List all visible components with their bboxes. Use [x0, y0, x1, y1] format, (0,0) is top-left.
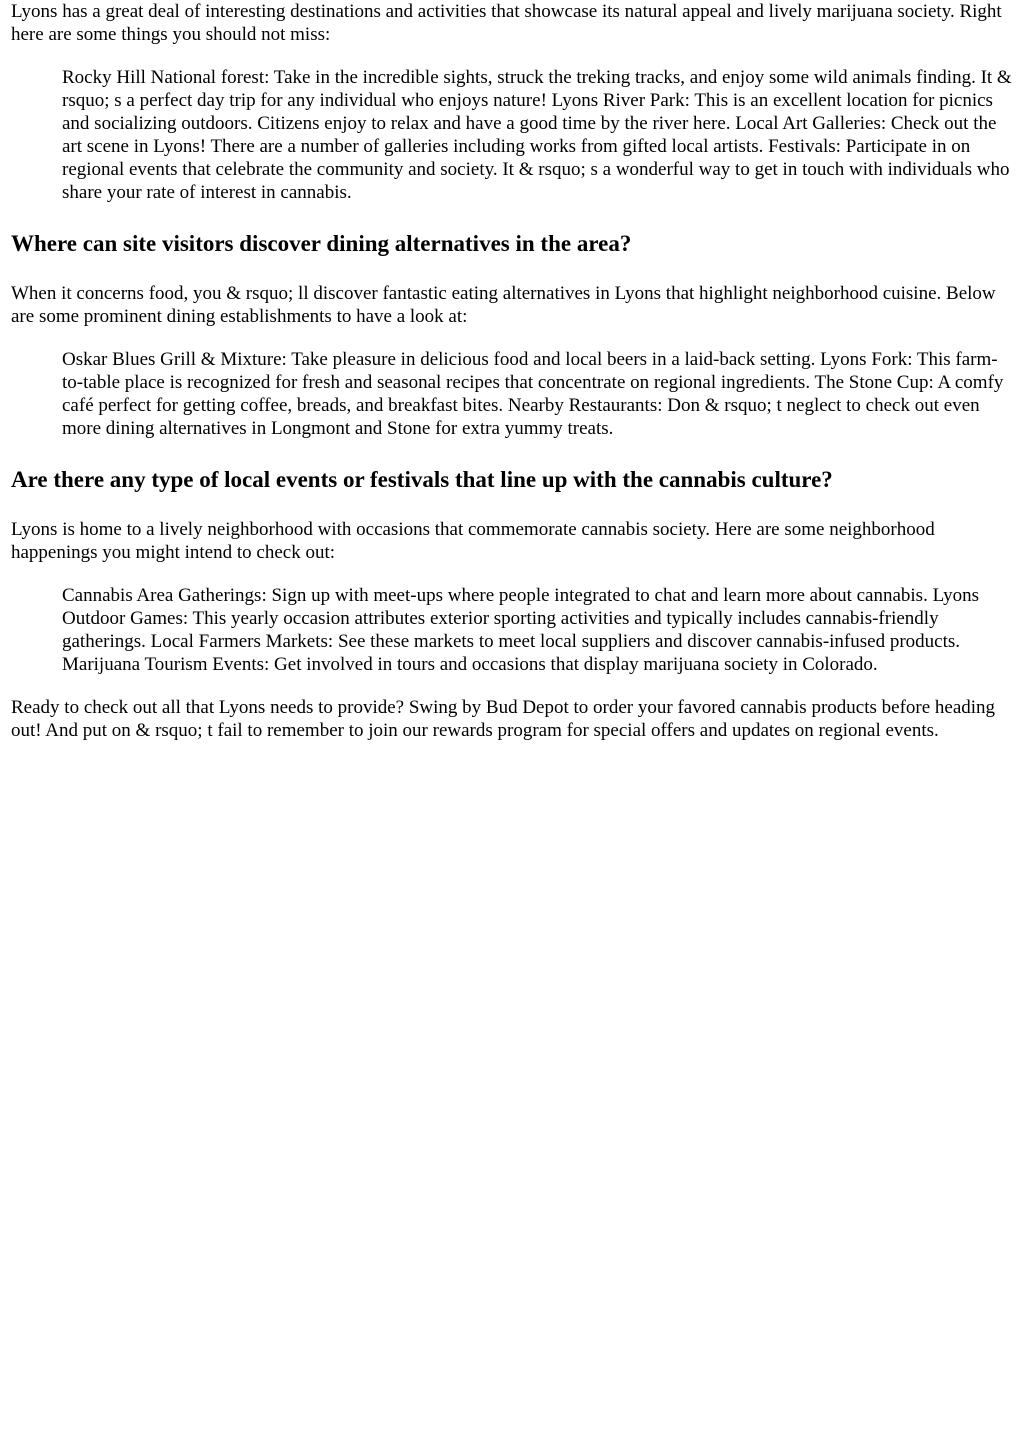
attractions-text: Rocky Hill National forest: Take in the incredible sights, struck the treking tracks, and enjoy some wild animals finding. It & rsquo; s a perfect day trip for any individual who enjoys nature! Lyons River Park: This is an excellent location for picnics and socializing outdoors. Citizens enjoy to relax and have a good time by the river here. Local Art Galleries: Check out the art scene in Lyons! There are a number of galleries including works from gifted local artists. Festivals: Participate in on regional events that celebrate the community and society. It & rsquo; s a wonderful way to get in touch with individuals who share your rate of interest in cannabis.: [62, 67, 1012, 203]
closing-paragraph: Ready to check out all that Lyons needs to provide? Swing by Bud Depot to order your favored cannabis products before heading out! And put on & rsquo; t fail to remember to join our rewards program for special offers and updates on regional events.: [11, 697, 996, 741]
events-blockquote: [62, 584, 1014, 676]
attractions-blockquote: [62, 66, 1014, 204]
events-heading: Are there any type of local events or festivals that line up with the cannabis culture?: [11, 467, 833, 492]
dining-blockquote: [62, 348, 1014, 440]
events-list-text: Cannabis Area Gatherings: Sign up with meet-ups where people integrated to chat and learn more about cannabis. Lyons Outdoor Games: This yearly occasion attributes exterior sporting activities and typically includes cannabis-friendly gatherings. Local Farmers Markets: See these markets to meet local suppliers and discover cannabis-infused products. Marijuana Tourism Events: Get involved in tours and occasions that display marijuana society in Colorado.: [62, 585, 980, 675]
intro-paragraph: Lyons has a great deal of interesting destinations and activities that showcase its natural appeal and lively marijuana society. Right here are some things you should not miss:: [11, 1, 1002, 45]
dining-intro-paragraph: When it concerns food, you & rsquo; ll discover fantastic eating alternatives in Lyons that highlight neighborhood cuisine. Below are some prominent dining establishments to have a look at:: [11, 283, 996, 327]
dining-heading: Where can site visitors discover dining alternatives in the area?: [11, 231, 632, 256]
events-intro-paragraph: Lyons is home to a lively neighborhood with occasions that commemorate cannabis society. Here are some neighborhood happenings you might intend to check out:: [11, 519, 935, 563]
dining-list-text: Oskar Blues Grill & Mixture: Take pleasure in delicious food and local beers in a laid-back setting. Lyons Fork: This farm-to-table place is recognized for fresh and seasonal recipes that concentrate on regional ingredients. The Stone Cup: A comfy café perfect for getting coffee, breads, and breakfast bites. Nearby Restaurants: Don & rsquo; t neglect to check out even more dining alternatives in Longmont and Stone for extra yummy treats.: [62, 349, 1004, 439]
